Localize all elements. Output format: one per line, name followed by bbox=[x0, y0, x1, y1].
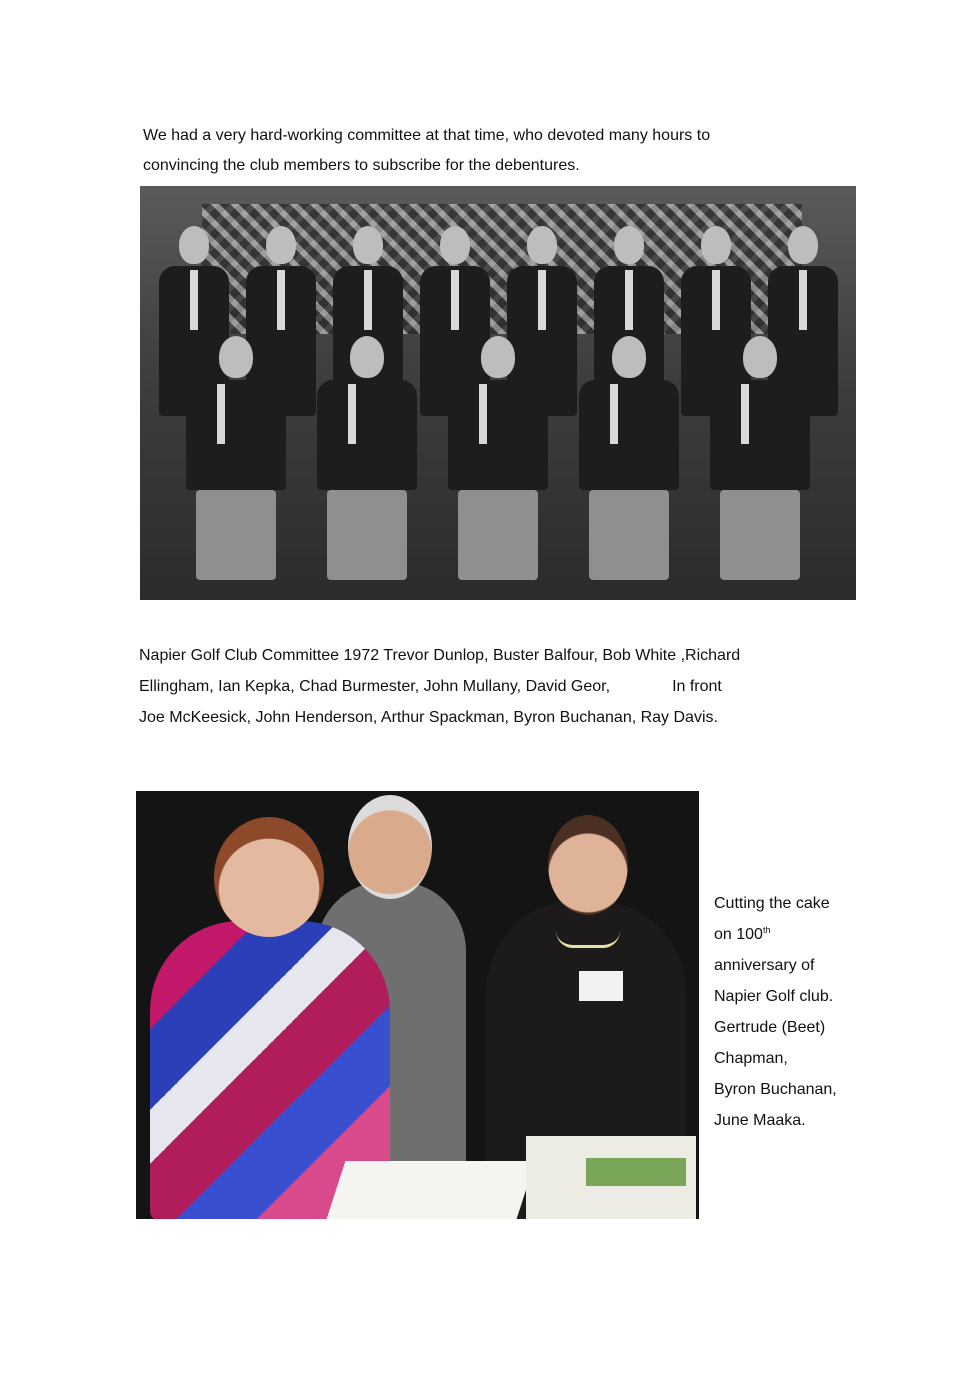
committee-member-seated bbox=[186, 336, 286, 600]
cake-caption-ordinal: th bbox=[762, 925, 771, 935]
committee-member-seated bbox=[317, 336, 417, 600]
cake-caption-line-1: Cutting the cake bbox=[714, 895, 830, 912]
committee-caption-line-2a: Ellingham, Ian Kepka, Chad Burmester, John Mullany, David Geor, bbox=[139, 678, 611, 695]
photo-cake bbox=[327, 1161, 536, 1219]
photo-head-center bbox=[348, 795, 432, 899]
committee-caption-line-3: Joe McKeesick, John Henderson, Arthur Spackman, Byron Buchanan, Ray Davis. bbox=[139, 709, 718, 726]
committee-member-seated bbox=[579, 336, 679, 600]
cake-cutting-photo bbox=[136, 791, 699, 1219]
committee-caption-line-2 bbox=[139, 671, 869, 702]
cake-caption-line-7: Byron Buchanan, bbox=[714, 1081, 837, 1098]
cake-caption-line-2 bbox=[714, 919, 914, 950]
cake-caption bbox=[714, 888, 914, 1136]
committee-front-row bbox=[170, 336, 826, 600]
cake-caption-line-8: June Maaka. bbox=[714, 1112, 806, 1129]
cake-caption-line-4: Napier Golf club. bbox=[714, 988, 834, 1005]
cake-caption-line-3: anniversary of bbox=[714, 957, 815, 974]
committee-member-seated bbox=[710, 336, 810, 600]
cake-caption-line-2-text: on 100 bbox=[714, 926, 763, 943]
photo-cake-decorated bbox=[526, 1136, 696, 1219]
committee-photo bbox=[140, 186, 856, 600]
committee-member-seated bbox=[448, 336, 548, 600]
committee-caption-line-1: Napier Golf Club Committee 1972 Trevor Dunlop, Buster Balfour, Bob White ,Richard bbox=[139, 647, 741, 664]
cake-caption-line-6: Chapman, bbox=[714, 1050, 788, 1067]
intro-line-2: convincing the club members to subscribe for the debentures. bbox=[143, 157, 580, 174]
photo-head-right bbox=[548, 815, 628, 915]
cake-caption-line-5: Gertrude (Beet) bbox=[714, 1019, 826, 1036]
photo-name-badge bbox=[579, 971, 623, 1001]
photo-necklace bbox=[556, 931, 620, 948]
committee-caption bbox=[139, 640, 869, 733]
intro-paragraph bbox=[143, 121, 843, 181]
photo-head-left bbox=[214, 817, 324, 937]
committee-caption-in-front: In front bbox=[672, 678, 722, 695]
intro-line-1: We had a very hard-working committee at that time, who devoted many hours to bbox=[143, 127, 711, 144]
